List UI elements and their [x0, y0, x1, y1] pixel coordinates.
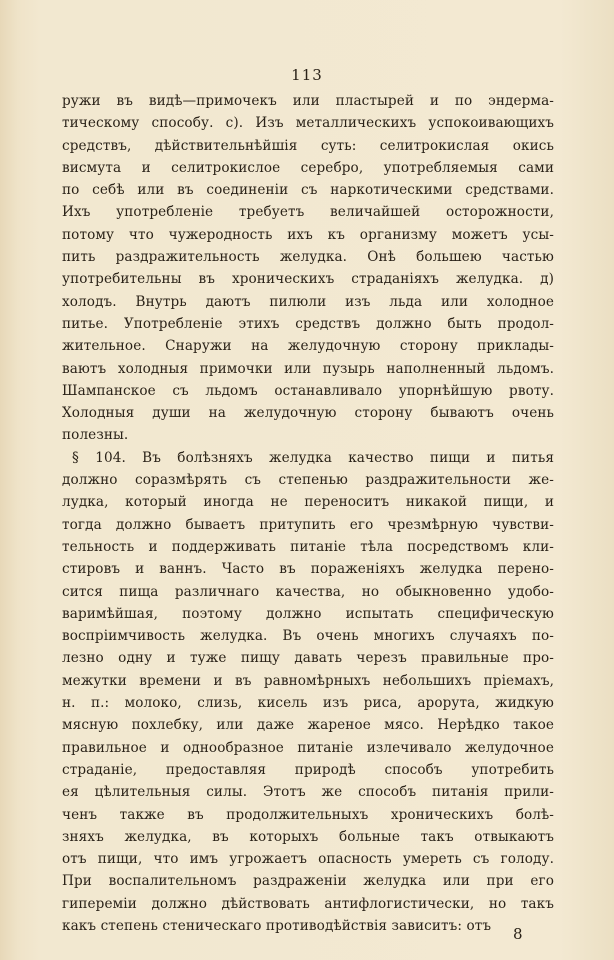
text-line: § 104. Въ болѣзняхъ желудка качество пищи и питья: [72, 449, 554, 466]
text-line: межутки времени и въ равномѣрныхъ небольшихъ пріемахъ,: [62, 672, 554, 689]
text-line: правильное и однообразное питаніе излечивало желудочное: [62, 739, 554, 756]
text-line: потому что чужеродность ихъ къ организму можетъ усы-: [62, 226, 554, 243]
text-line: по себѣ или въ соединеніи съ наркотическими средствами.: [62, 182, 554, 199]
text-line: отъ пищи, что имъ угрожаетъ опасность умереть съ голоду.: [62, 851, 554, 868]
text-line: полезны.: [62, 427, 129, 444]
text-line: пить раздражительность желудка. Онѣ большею частью: [62, 249, 554, 266]
text-line: тогда должно бываетъ притупить его чрезмѣрную чувстви-: [62, 516, 554, 533]
text-line: Ихъ употребленіе требуетъ величайшей осторожности,: [62, 204, 554, 221]
text-line: мясную похлебку, или даже жареное мясо. Нерѣдко такое: [62, 717, 554, 734]
text-line: тическому способу. с). Изъ металлическихъ успокоивающихъ: [62, 115, 554, 132]
text-line: При воспалительномъ раздраженіи желудка или при его: [62, 873, 554, 890]
text-line: должно соразмѣрять съ степенью раздражительности же-: [62, 472, 554, 489]
text-line: стировъ и ваннъ. Часто въ пораженіяхъ желудка перено-: [62, 561, 554, 578]
text-line: жительное. Снаружи на желудочную сторону приклады-: [62, 338, 554, 355]
body-text: [62, 90, 554, 937]
text-line: ея цѣлительныя силы. Этотъ же способъ питанія прили-: [62, 784, 554, 801]
text-line: сится пища различнаго качества, но обыкновенно удобо-: [62, 583, 554, 600]
text-line: лудка, который иногда не переноситъ никакой пищи, и: [62, 494, 554, 511]
text-line: н. п.: молоко, слизь, кисель изъ риса, арорута, жидкую: [62, 695, 554, 712]
text-line: средствъ, дѣйствительнѣйшія суть: селитрокислая окись: [62, 137, 554, 154]
text-line: варимѣйшая, поэтому должно испытать специфическую: [62, 605, 554, 622]
signature-mark: 8: [513, 925, 523, 943]
text-line: гипереміи должно дѣйствовать антифлогистически, но такъ: [62, 895, 554, 912]
text-line: висмута и селитрокислое серебро, употребляемыя сами: [62, 159, 554, 176]
text-line: ченъ также въ продолжительныхъ хроническихъ болѣ-: [62, 806, 554, 823]
text-line: тельность и поддерживать питаніе тѣла посредствомъ кли-: [62, 538, 554, 555]
text-line: воспріимчивость желудка. Въ очень многихъ случаяхъ по-: [62, 628, 554, 645]
text-line: зняхъ желудка, въ которыхъ больные такъ отвыкаютъ: [62, 828, 554, 845]
text-line: холодъ. Внутрь даютъ пилюли изъ льда или холодное: [62, 293, 554, 310]
text-line: какъ степень стеническаго противодѣйствія зависитъ: отъ: [62, 917, 492, 934]
text-line: страданіе, предоставляя природѣ способъ употребить: [62, 761, 554, 778]
text-line: ваютъ холодныя примочки или пузырь наполненный льдомъ.: [62, 360, 554, 377]
text-line: ружи въ видѣ—примочекъ или пластырей и по эндерма-: [62, 93, 554, 109]
text-line: лезно одну и туже пищу давать черезъ правильные про-: [62, 650, 554, 667]
text-line: Шампанское съ льдомъ останавливало упорнѣйшую рвоту.: [62, 382, 554, 399]
text-line: питье. Употребленіе этихъ средствъ должно быть продол-: [62, 315, 554, 332]
text-line: употребительны въ хроническихъ страданіяхъ желудка. д): [62, 271, 554, 288]
text-line: Холодныя души на желудочную сторону бываютъ очень: [62, 405, 554, 422]
page-number: 113: [291, 66, 323, 84]
